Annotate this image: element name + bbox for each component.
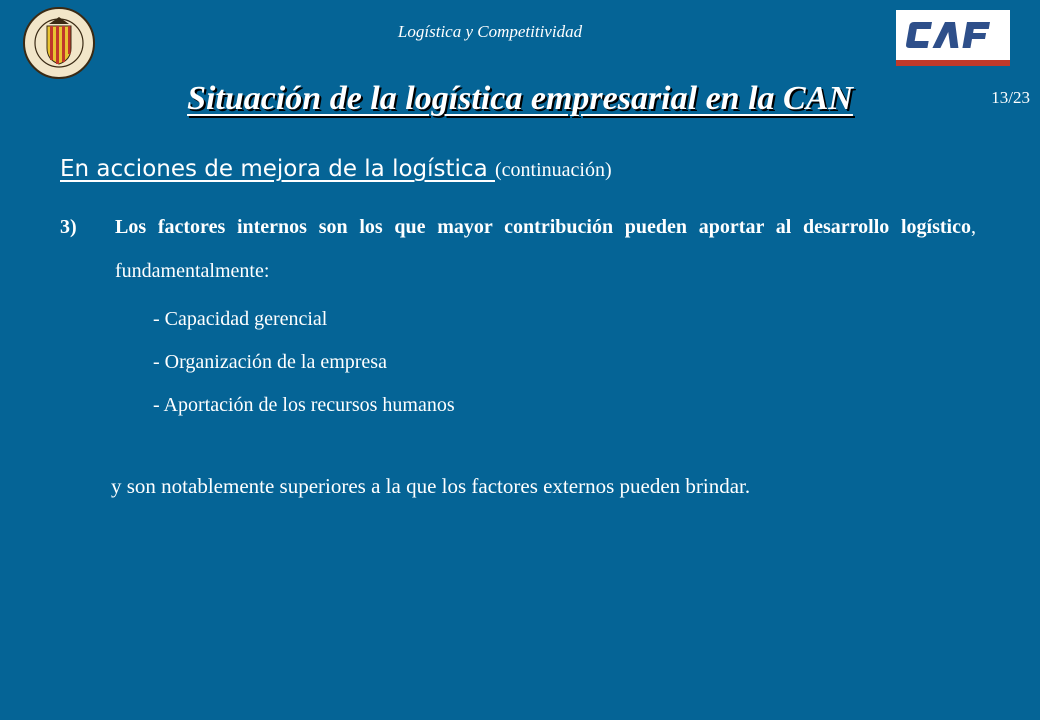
university-seal-logo xyxy=(22,6,96,80)
page-number: 13/23 xyxy=(991,88,1030,107)
point-bold-text: Los factores internos son los que mayor contribución pueden aportar al desarrollo logístico xyxy=(115,216,971,238)
caf-logo xyxy=(896,10,1010,66)
factors-list xyxy=(153,298,455,427)
point-text xyxy=(115,205,976,293)
subheading xyxy=(60,156,612,182)
course-title: Logística y Competitividad xyxy=(397,22,583,41)
subheading-continuation: (continuación) xyxy=(494,159,612,181)
numbered-point xyxy=(60,205,976,293)
conclusion-text: y son notablemente superiores a la que los factores externos pueden brindar. xyxy=(111,474,751,498)
slide-title: Situación de la logística empresarial en la CAN xyxy=(187,80,853,117)
subheading-main: En acciones de mejora de la logística xyxy=(60,156,495,182)
list-item: - Aportación de los recursos humanos xyxy=(153,394,455,416)
point-number: 3) xyxy=(60,216,77,238)
list-item: - Capacidad gerencial xyxy=(153,308,328,330)
point-rest-text: , fundamentalmente: xyxy=(115,216,976,282)
list-item: - Organización de la empresa xyxy=(153,351,387,373)
